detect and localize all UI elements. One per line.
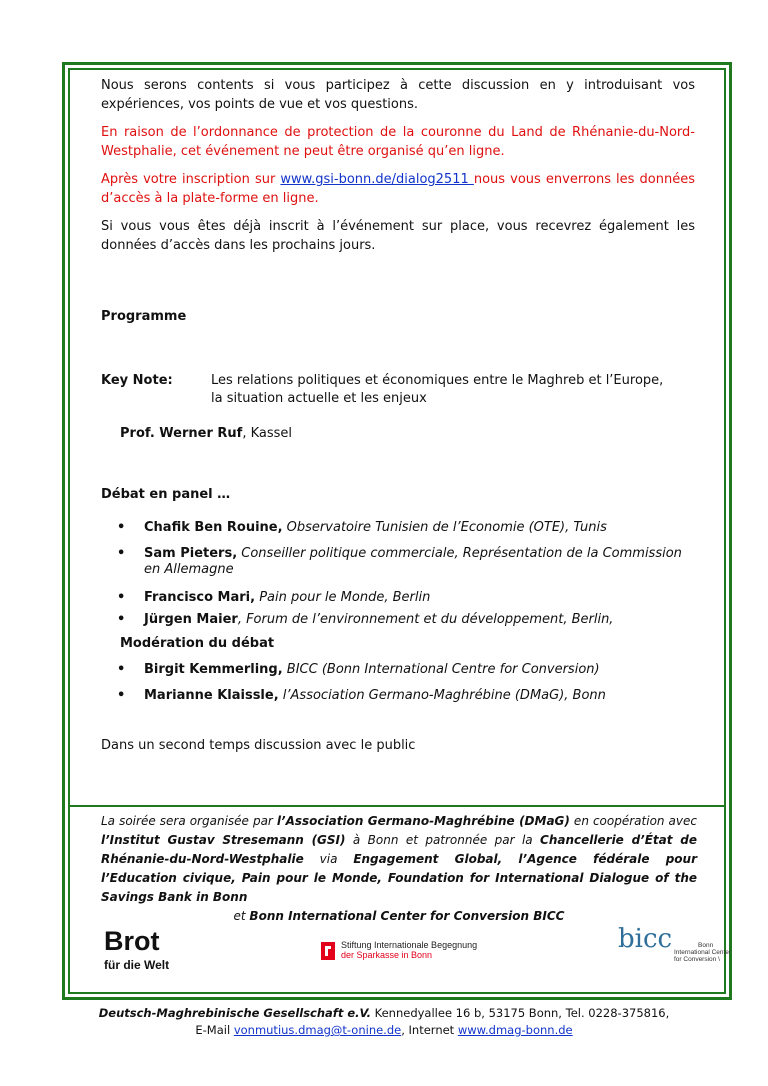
programme-heading: Programme	[101, 309, 187, 324]
panelist-name: Sam Pieters,	[144, 546, 238, 561]
moderator-affiliation: BICC (Bonn International Centre for Conversion)	[282, 662, 600, 677]
moderator-affiliation: l’Association Germano-Maghrébine (DMaG), Bonn	[278, 688, 606, 703]
bullet-icon: •	[117, 688, 126, 703]
keynote-speaker	[120, 425, 292, 443]
bicc-logo-line-3: for Conversion \	[674, 956, 720, 963]
sponsors-list: Engagement Global, l’Agence fédérale pour l’Education civique, Pain pour le Monde, Foundation for International Dialogue of the Savings Bank in Bonn	[101, 852, 697, 904]
footer-text: à Bonn et patronnée par la	[345, 833, 541, 847]
footer-divider	[70, 805, 724, 807]
panel-item	[117, 590, 697, 606]
sparkasse-foundation-logo	[321, 940, 477, 960]
keynote-topic-line-2: la situation actuelle et les enjeux	[211, 391, 427, 406]
sparkasse-icon	[321, 942, 335, 960]
bullet-icon: •	[117, 520, 126, 535]
registration-text-after: nous vous enverrons les données d’accès à la plate-forme en ligne.	[101, 172, 695, 206]
brot-fuer-die-welt-logo	[104, 928, 169, 972]
panel-item	[117, 612, 697, 628]
speaker-name: Prof. Werner Ruf	[120, 426, 243, 441]
panelist-name: Jürgen Maier	[144, 612, 238, 627]
bullet-icon: •	[117, 612, 126, 627]
registration-text-before: Après votre inscription sur	[101, 172, 281, 187]
footer-text: en coopération avec	[569, 814, 697, 828]
bicc-logo-line-2: International Center	[674, 949, 732, 956]
closing-note: Dans un second temps discussion avec le public	[101, 738, 416, 753]
organisers-text	[101, 812, 697, 926]
sparkasse-logo-line-1: Stiftung Internationale Begegnung	[341, 940, 478, 950]
contact-address	[0, 1005, 768, 1039]
bicc-logo	[618, 924, 732, 963]
organiser-name: l’Association Germano-Maghrébine (DMaG)	[276, 814, 570, 828]
footer-last-line	[101, 907, 697, 926]
moderator-item	[117, 688, 697, 704]
address-line-1	[0, 1005, 768, 1022]
panelist-affiliation: Pain pour le Monde, Berlin	[255, 590, 431, 605]
intro-paragraph-4: Si vous vous êtes déjà inscrit à l’événement sur place, vous recevrez également les données d’accès dans les prochains jours.	[101, 219, 695, 253]
panel-heading: Débat en panel …	[101, 487, 231, 502]
footer-text: La soirée sera organisée par	[101, 814, 277, 828]
website-link[interactable]: www.dmag-bonn.de	[457, 1023, 573, 1037]
street-address: Kennedyallee 16 b, 53175 Bonn, Tel. 0228-375816,	[370, 1006, 670, 1020]
bicc-logo-line-1: Bonn	[698, 942, 714, 949]
bullet-icon: •	[117, 590, 126, 605]
email-link[interactable]: vonmutius.dmag@t-onine.de	[233, 1023, 402, 1037]
registration-link[interactable]: www.gsi-bonn.de/dialog2511	[280, 172, 474, 187]
panelist-name: Chafik Ben Rouine,	[144, 520, 283, 535]
panel-item	[117, 546, 697, 578]
panelist-affiliation: Observatoire Tunisien de l’Economie (OTE), Tunis	[282, 520, 607, 535]
moderation-heading: Modération du débat	[120, 636, 275, 651]
keynote-label: Key Note:	[101, 373, 173, 388]
panel-item	[117, 520, 697, 536]
registration-notice	[101, 170, 695, 208]
intro-section	[101, 76, 695, 255]
online-only-notice: En raison de l’ordonnance de protection de la couronne du Land de Rhénanie-du-Nord-Westphalie, cet événement ne peut être organisé qu’en ligne.	[101, 125, 695, 159]
speaker-city: , Kassel	[242, 426, 293, 441]
moderator-item	[117, 662, 697, 678]
moderator-name: Birgit Kemmerling,	[144, 662, 283, 677]
bicc-name: Bonn International Center for Conversion BICC	[249, 909, 565, 923]
patron-name: Chancellerie d’État de Rhénanie-du-Nord-Westphalie	[101, 833, 697, 866]
association-name: Deutsch-Maghrebinische Gesellschaft e.V.	[98, 1006, 371, 1020]
panelist-name: Francisco Mari,	[144, 590, 256, 605]
sparkasse-logo-line-2: der Sparkasse in Bonn	[341, 950, 433, 960]
brot-logo-wordmark: Brot	[104, 926, 160, 956]
footer-text: via	[303, 852, 354, 866]
intro-paragraph-1: Nous serons contents si vous participez à cette discussion en y introduisant vos expériences, vos points de vue et vos questions.	[101, 78, 695, 112]
panelist-affiliation: , Forum de l’environnement et du développement, Berlin,	[237, 612, 614, 627]
brot-logo-subtitle: für die Welt	[104, 958, 170, 972]
bullet-icon: •	[117, 546, 126, 561]
bullet-icon: •	[117, 662, 126, 677]
keynote-topic-line-1: Les relations politiques et économiques entre le Maghreb et l’Europe,	[211, 373, 664, 388]
moderator-name: Marianne Klaissle,	[144, 688, 279, 703]
partner-name: l’Institut Gustav Stresemann (GSI)	[101, 833, 346, 847]
footer-text: et	[233, 909, 250, 923]
address-line-2	[0, 1022, 768, 1039]
email-label: E-Mail	[195, 1023, 234, 1037]
panelist-affiliation: Conseiller politique commerciale, Représentation de la Commission en Allemagne	[144, 546, 682, 577]
bicc-logo-wordmark: bicc	[618, 924, 673, 954]
internet-label: , Internet	[401, 1023, 458, 1037]
